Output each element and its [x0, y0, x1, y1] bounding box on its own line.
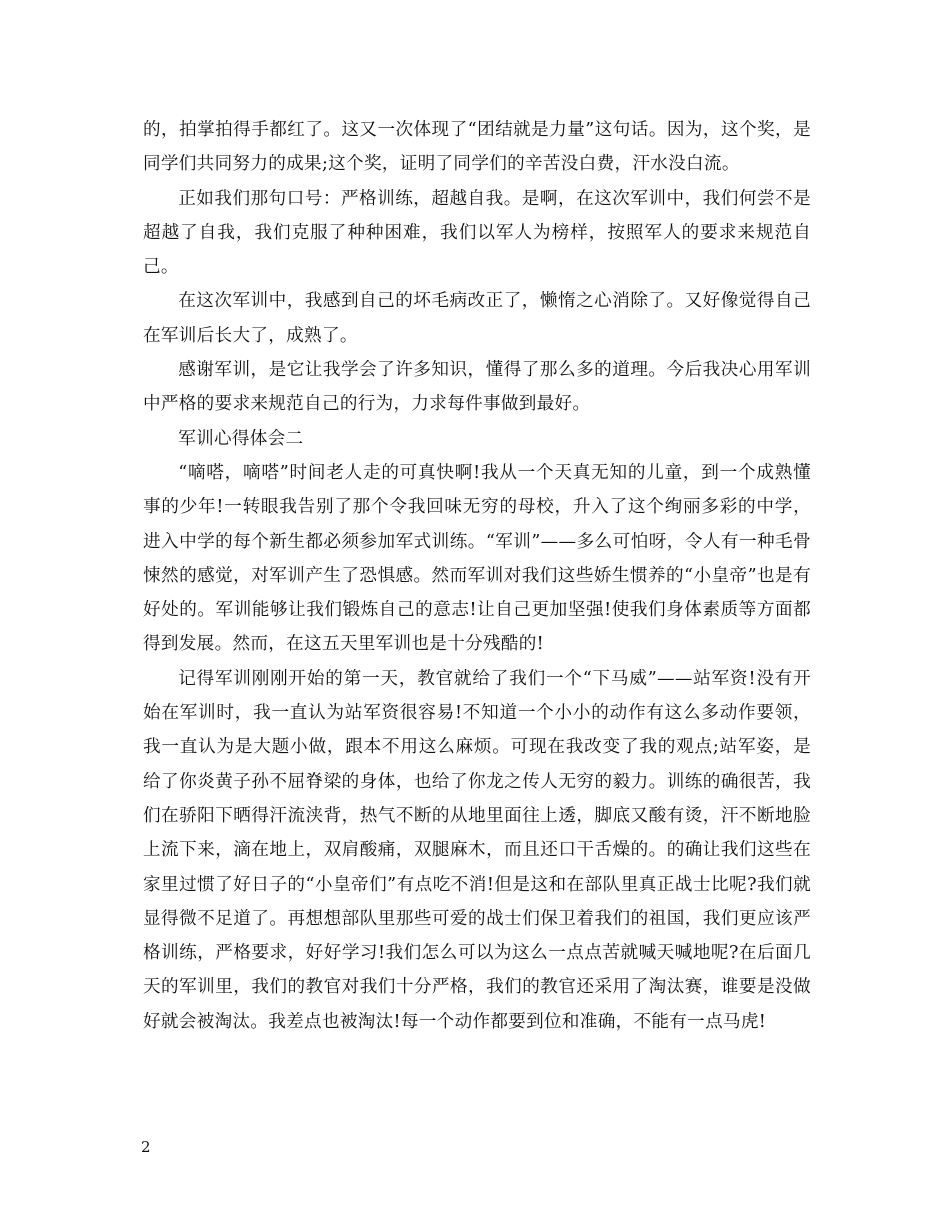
paragraph-5: “嘀嗒，嘀嗒”时间老人走的可真快啊!我从一个天真无知的儿童，到一个成熟懂事的少年!一转眼我告别了那个令我回味无穷的母校，升入了这个绚丽多彩的中学，进入中学的每个新生都必须参加军式训练。“军训”——多么可怕呀，令人有一种毛骨悚然的感觉，对军训产生了恐惧感。然而军训对我们这些娇生惯养的“小皇帝”也是有好处的。军训能够让我们锻炼自己的意志!让自己更加坚强!使我们身体素质等方面都得到发展。然而，在这五天里军训也是十分残酷的!	[143, 462, 811, 655]
section-heading: 军训心得体会二	[178, 428, 304, 449]
document-body	[143, 113, 811, 1039]
page-number: 2	[141, 1138, 151, 1156]
paragraph-2: 正如我们那句口号：严格训练，超越自我。是啊，在这次军训中，我们何尝不是超越了自我，我们克服了种种困难，我们以军人为榜样，按照军人的要求来规范自己。	[143, 188, 811, 278]
paragraph-3: 在这次军训中，我感到自己的坏毛病改正了，懒惰之心消除了。又好像觉得自己在军训后长大了，成熟了。	[143, 291, 811, 346]
paragraph-6: 记得军训刚刚开始的第一天，教官就给了我们一个“下马威”——站军资!没有开始在军训时，我一直认为站军资很容易!不知道一个小小的动作有这么多动作要领，我一直认为是大题小做，跟本不用这么麻烦。可现在我改变了我的观点;站军姿，是给了你炎黄子孙不屈脊梁的身体，也给了你龙之传人无穷的毅力。训练的确很苦，我们在骄阳下晒得汗流浃背，热气不断的从地里面往上透，脚底又酸有烫，汗不断地脸上流下来，滴在地上，双肩酸痛，双腿麻木，而且还口干舌燥的。的确让我们这些在家里过惯了好日子的“小皇帝们”有点吃不消!但是这和在部队里真正战士比呢?我们就显得微不足道了。再想想部队里那些可爱的战士们保卫着我们的祖国，我们更应该严格训练，严格要求，好好学习!我们怎么可以为这么一点点苦就喊天喊地呢?在后面几天的军训里，我们的教官对我们十分严格，我们的教官还采用了淘汰赛，谁要是没做好就会被淘汰。我差点也被淘汰!每一个动作都要到位和准确，不能有一点马虎!	[143, 668, 811, 1032]
paragraph-1: 的，拍掌拍得手都红了。这又一次体现了“团结就是力量”这句话。因为，这个奖，是同学们共同努力的成果;这个奖，证明了同学们的辛苦没白费，汗水没白流。	[143, 120, 811, 175]
paragraph-4: 感谢军训，是它让我学会了许多知识，懂得了那么多的道理。今后我决心用军训中严格的要求来规范自己的行为，力求每件事做到最好。	[143, 360, 811, 415]
